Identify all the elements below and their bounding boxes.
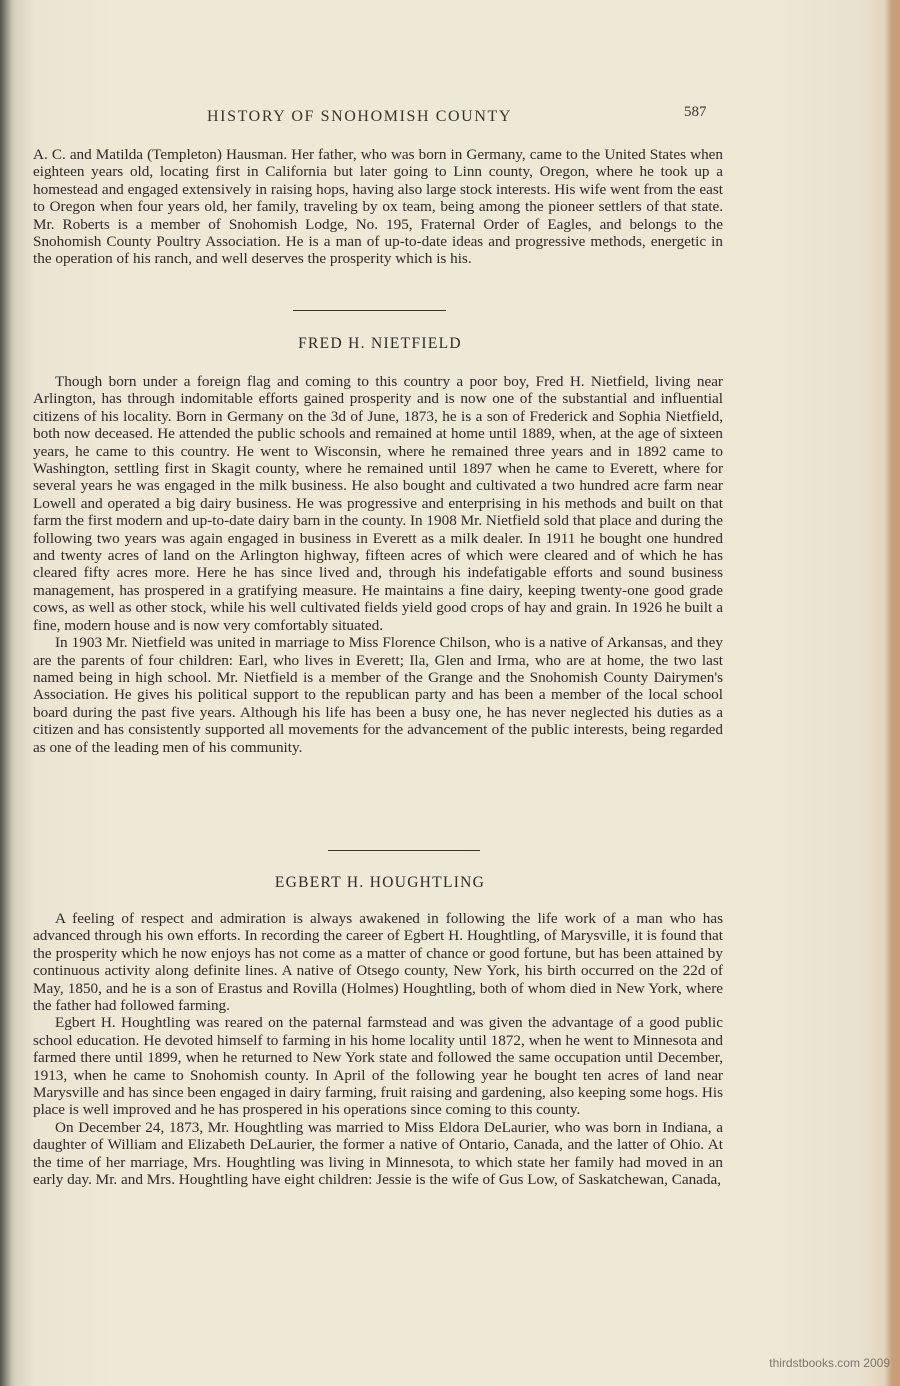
paragraph: In 1903 Mr. Nietfield was united in marriage to Miss Florence Chilson, who is a native of Arkansas, and they are the parents of four children: Earl, who lives in Everett; Ila, Glen and Irma, who are at home, the two last named being in high school. Mr. Nietfield is a member of the Grange and the Snohomish County Dairymen's Association. He gives his political support to the republican party and has been a member of the local school board during the past five years. Although his life has been a busy one, he has never neglected his duties as a citizen and has consistently supported all movements for the advancement of the public interests, being regarded as one of the leading men of his community. [33,634,723,756]
watermark: thirdstbooks.com 2009 [769,1356,890,1370]
section-heading: EGBERT H. HOUGHTLING [274,874,486,891]
section-body [33,373,723,756]
paragraph: A feeling of respect and admiration is always awakened in following the life work of a man who has advanced through his own efforts. In recording the career of Egbert H. Houghtling, of Marysville, it is found that the prosperity which he now enjoys has not come as a matter of chance or good fortune, but has been attained by continuous activity along definite lines. A native of Otsego county, New York, his birth occurred on the 22d of May, 1850, and he is a son of Erastus and Rovilla (Holmes) Houghtling, both of whom died in New York, where the father had followed farming. [33,910,723,1015]
section-divider [328,850,480,851]
section-divider [293,310,446,311]
paragraph: Though born under a foreign flag and coming to this country a poor boy, Fred H. Nietfield, living near Arlington, has through indomitable efforts gained prosperity and is now one of the substantial and influential citizens of his locality. Born in Germany on the 3d of June, 1873, he is a son of Frederick and Sophia Nietfield, both now deceased. He attended the public schools and remained at home until 1889, when, at the age of sixteen years, he came to this country. He went to Wisconsin, where he remained three years and in 1892 came to Washington, settling first in Skagit county, where he remained until 1897 when he came to Everett, where for several years he was engaged in the milk business. He also bought and cultivated a two hundred acre farm near Lowell and operated a big dairy business. He was progressive and enterprising in his methods and built on that farm the first modern and up-to-date dairy barn in the county. In 1908 Mr. Nietfield sold that place and during the following two years was again engaged in business in Everett as a milk dealer. In 1911 he bought one hundred and twenty acres of land on the Arlington highway, fifteen acres of which were cleared and of which he has cleared fifty acres more. Here he has since lived and, through his indefatigable efforts and sound business management, has prospered in a gratifying measure. He maintains a fine dairy, keeping twenty-one good grade cows, as well as other stock, while his well cultivated fields yield good crops of hay and grain. In 1926 he built a fine, modern house and is now very comfortably situated. [33,373,723,634]
paragraph: Egbert H. Houghtling was reared on the paternal farmstead and was given the advantage of a good public school education. He devoted himself to farming in his home locality until 1872, when he went to Minnesota and farmed there until 1899, when he returned to New York state and followed the same occupation until December, 1913, when he came to Snohomish county. In April of the following year he bought ten acres of land near Marysville and has since been engaged in dairy farming, fruit raising and gardening, also keeping some hogs. His place is well improved and he has prospered in his operations since coming to this county. [33,1014,724,1119]
section-body [33,910,723,1189]
running-head: HISTORY OF SNOHOMISH COUNTY [207,108,513,125]
binding-shadow [0,0,12,1386]
paragraph: On December 24, 1873, Mr. Houghtling was married to Miss Eldora DeLaurier, who was born in Indiana, a daughter of William and Elizabeth DeLaurier, the former a native of Ontario, Canada, and the latter of Ohio. At the time of her marriage, Mrs. Houghtling was living in Minnesota, to which state her family had moved in an early day. Mr. and Mrs. Houghtling have eight children: Jessie is the wife of Gus Low, of Saskatchewan, Canada, [33,1118,723,1189]
page-number: 587 [684,104,707,120]
section-heading: FRED H. NIETFIELD [298,335,462,352]
continuation-text [33,146,723,268]
paragraph: A. C. and Matilda (Templeton) Hausman. Her father, who was born in Germany, came to the United States when eighteen years old, locating first in California but later going to Linn county, Oregon, where he took up a homestead and engaged extensively in raising hops, having also large stock interests. His wife went from the east to Oregon when four years old, her family, traveling by ox team, being among the pioneer settlers of that state. Mr. Roberts is a member of Snohomish Lodge, No. 195, Fraternal Order of Eagles, and belongs to the Snohomish County Poultry Association. He is a man of up-to-date ideas and progressive methods, energetic in the operation of his ranch, and well deserves the prosperity which is his. [33,146,723,268]
